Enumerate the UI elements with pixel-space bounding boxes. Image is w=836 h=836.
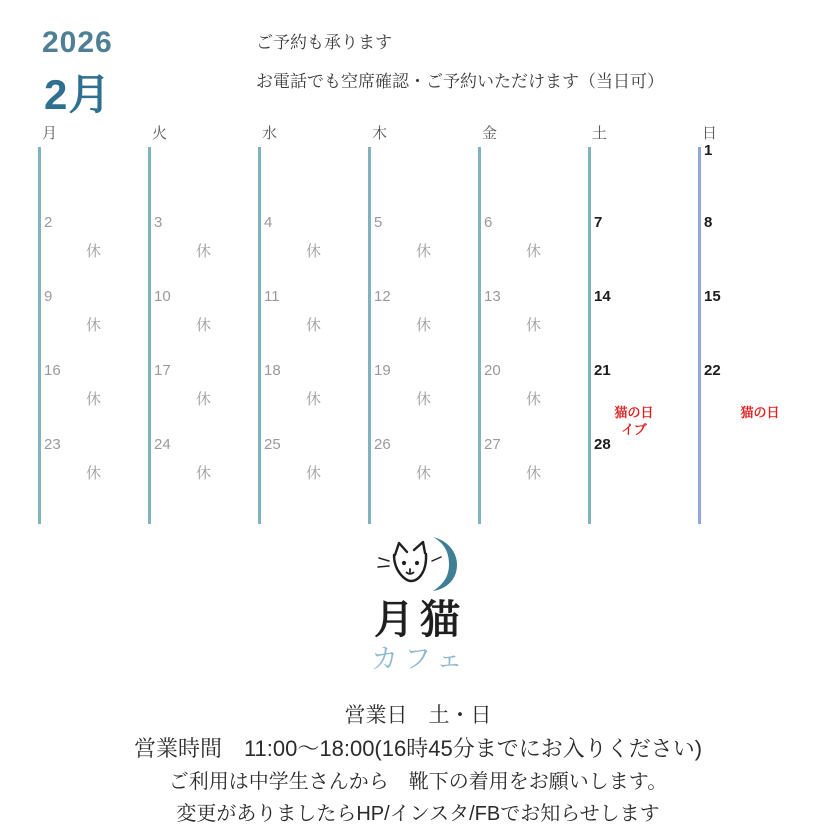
day-number: 12: [374, 288, 391, 305]
closed-mark: 休: [196, 243, 212, 260]
calendar-column-火: [148, 118, 258, 528]
calendar-day-cell: [368, 360, 478, 434]
closed-mark: 休: [526, 317, 542, 334]
day-number: 15: [704, 288, 721, 305]
calendar-day-cell: [478, 212, 588, 286]
day-number: 10: [154, 288, 171, 305]
day-number: 24: [154, 436, 171, 453]
closed-mark: 休: [86, 317, 102, 334]
calendar-column-日: [698, 118, 808, 528]
calendar-day-cell: [368, 286, 478, 360]
day-number: 23: [44, 436, 61, 453]
closed-mark: 休: [86, 391, 102, 408]
footer-open-days: 営業日 土・日: [344, 704, 492, 727]
calendar-day-cell: [38, 212, 148, 286]
day-number: 4: [264, 214, 273, 231]
calendar-day-cell: [698, 360, 808, 434]
calendar-column-木: [368, 118, 478, 528]
weekday-header-木: 木: [372, 125, 388, 142]
footer-usage-note: ご利用は中学生さんから 靴下の着用をお願いします。: [168, 771, 668, 793]
calendar-day-cell: [148, 434, 258, 508]
shop-name: 月猫: [374, 598, 466, 642]
calendar-column-土: [588, 118, 698, 528]
year-label: 2026: [42, 26, 113, 59]
footer-open-hours: 営業時間 11:00〜18:00(16時45分までにお入りください): [133, 736, 703, 761]
closed-mark: 休: [196, 317, 212, 334]
moon-cat-icon: [365, 535, 475, 593]
calendar-day-cell: [368, 434, 478, 508]
day-number: 3: [154, 214, 163, 231]
closed-mark: 休: [306, 317, 322, 334]
day-number: 21: [594, 362, 611, 379]
footer-change-note: 変更がありましたらHP/インスタ/FBでお知らせします: [176, 803, 660, 825]
calendar-day-cell: [258, 212, 368, 286]
footer-info: [0, 700, 836, 830]
calendar-day-cell: [258, 434, 368, 508]
calendar-day-cell: [588, 212, 698, 286]
day-number: 16: [44, 362, 61, 379]
calendar-day-cell: [148, 286, 258, 360]
shop-name-sub: カフェ: [371, 644, 469, 674]
day-number: 9: [44, 288, 53, 305]
day-number: 8: [704, 214, 713, 231]
calendar-day-cell: [698, 140, 808, 214]
weekday-header-金: 金: [482, 125, 498, 142]
closed-mark: 休: [86, 243, 102, 260]
day-number: 26: [374, 436, 391, 453]
closed-mark: 休: [306, 243, 322, 260]
closed-mark: 休: [306, 465, 322, 482]
day-event-label: 猫の日 イブ: [614, 405, 654, 437]
calendar-grid: [0, 118, 836, 528]
calendar-day-cell: [368, 212, 478, 286]
day-number: 19: [374, 362, 391, 379]
calendar-column-金: [478, 118, 588, 528]
closed-mark: 休: [416, 465, 432, 482]
calendar-day-cell: [148, 360, 258, 434]
reservation-notice-line1: ご予約も承ります: [256, 33, 392, 52]
day-number: 11: [264, 288, 280, 305]
calendar-day-cell: [478, 286, 588, 360]
day-number: 18: [264, 362, 281, 379]
closed-mark: 休: [526, 391, 542, 408]
calendar-column-月: [38, 118, 148, 528]
closed-mark: 休: [306, 391, 322, 408]
closed-mark: 休: [526, 465, 542, 482]
calendar-day-cell: [588, 434, 698, 508]
calendar-day-cell: [258, 360, 368, 434]
day-number: 6: [484, 214, 493, 231]
day-number: 7: [594, 214, 603, 231]
month-label: 2月: [44, 71, 112, 118]
calendar-day-cell: [698, 212, 808, 286]
calendar-day-cell: [698, 286, 808, 360]
day-number: 2: [44, 214, 53, 231]
closed-mark: 休: [416, 243, 432, 260]
weekday-header-火: 火: [152, 125, 168, 142]
weekday-header-月: 月: [42, 125, 58, 142]
day-number: 13: [484, 288, 501, 305]
day-number: 22: [704, 362, 721, 379]
header: [0, 0, 836, 118]
day-number: 27: [484, 436, 501, 453]
day-event-label: 猫の日: [740, 405, 780, 420]
weekday-header-土: 土: [592, 125, 608, 142]
day-number: 17: [154, 362, 171, 379]
closed-mark: 休: [86, 465, 102, 482]
calendar-day-cell: [38, 286, 148, 360]
day-number: 1: [704, 142, 713, 159]
calendar-day-cell: [38, 360, 148, 434]
reservation-notice-line2: お電話でも空席確認・ご予約いただけます（当日可）: [256, 72, 664, 91]
closed-mark: 休: [526, 243, 542, 260]
calendar-day-cell: [588, 286, 698, 360]
calendar-day-cell: [258, 286, 368, 360]
closed-mark: 休: [416, 317, 432, 334]
closed-mark: 休: [196, 391, 212, 408]
day-number: 20: [484, 362, 501, 379]
calendar-day-cell: [478, 360, 588, 434]
day-number: 25: [264, 436, 281, 453]
weekday-header-日: 日: [702, 125, 718, 142]
weekday-header-水: 水: [262, 125, 278, 142]
calendar-day-cell: [148, 212, 258, 286]
calendar-day-cell: [478, 434, 588, 508]
day-number: 14: [594, 288, 611, 305]
shop-logo: [330, 535, 510, 695]
calendar-day-cell: [588, 360, 698, 437]
calendar-day-cell: [38, 434, 148, 508]
calendar-column-水: [258, 118, 368, 528]
closed-mark: 休: [416, 391, 432, 408]
day-number: 28: [594, 436, 611, 453]
day-number: 5: [374, 214, 383, 231]
closed-mark: 休: [196, 465, 212, 482]
